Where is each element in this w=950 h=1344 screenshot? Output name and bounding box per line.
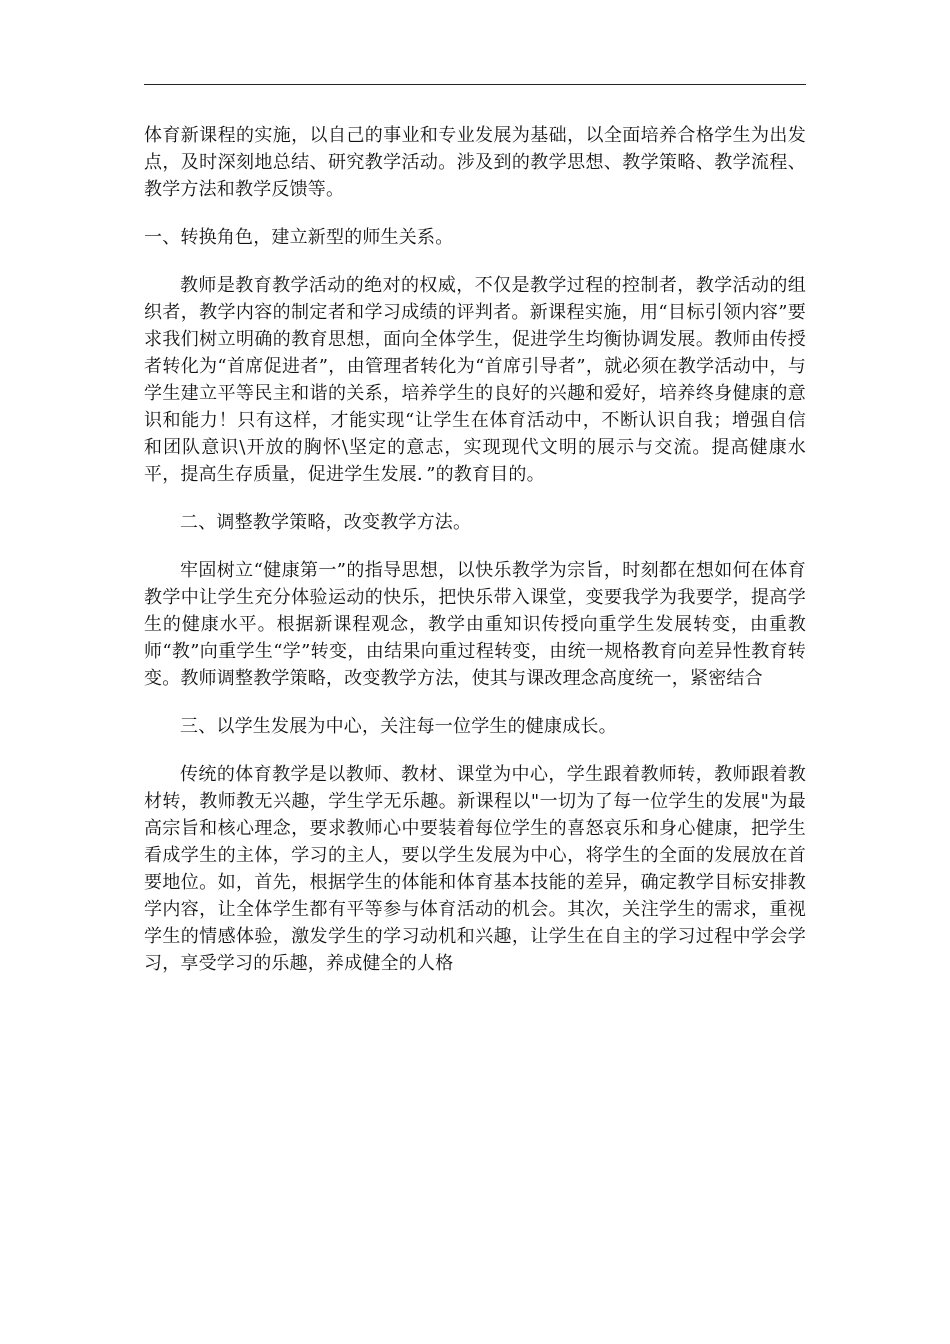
section3-paragraph: 传统的体育教学是以教师、教材、课堂为中心，学生跟着教师转，教师跟着教材转，教师教无兴趣，学生学无乐趣。新课程以"一切为了每一位学生的发展"为最高宗旨和核心理念，要求教师心中要装着每位学生的喜怒哀乐和身心健康，把学生看成学生的主体，学习的主人，要以学生发展为中心，将学生的全面的发展放在首要地位。如，首先，根据学生的体能和体育基本技能的差异，确定教学目标安排教学内容，让全体学生都有平等参与体育活动的机会。其次，关注学生的需求，重视学生的情感体验，激发学生的学习动机和兴趣，让学生在自主的学习过程中学会学习，享受学习的乐趣，养成健全的人格 — [144, 764, 806, 974]
header-rule — [144, 84, 806, 85]
section3-heading: 三、以学生发展为中心，关注每一位学生的健康成长。 — [180, 716, 617, 737]
section1-heading: 一、转换角色，建立新型的师生关系。 — [144, 227, 454, 248]
document-body — [144, 122, 806, 977]
section2-paragraph: 牢固树立“健康第一”的指导思想，以快乐教学为宗旨，时刻都在想如何在体育教学中让学生充分体验运动的快乐，把快乐带入课堂，变要我学为我要学，提高学生的健康水平。根据新课程观念，教学由重知识传授向重学生发展转变，由重教师“教”向重学生“学”转变，由结果向重过程转变，由统一规格教育向差异性教育转变。教师调整教学策略，改变教学方法，使其与课改理念高度统一，紧密结合 — [144, 560, 806, 689]
section1-paragraph: 教师是教育教学活动的绝对的权威，不仅是教学过程的控制者，教学活动的组织者，教学内容的制定者和学习成绩的评判者。新课程实施，用“目标引领内容”要求我们树立明确的教育思想，面向全体学生，促进学生均衡协调发展。教师由传授者转化为“首席促进者”，由管理者转化为“首席引导者”，就必须在教学活动中，与学生建立平等民主和谐的关系，培养学生的良好的兴趣和爱好，培养终身健康的意识和能力！只有这样，才能实现“让学生在体育活动中，不断认识自我；增强自信和团队意识\开放的胸怀\坚定的意志，实现现代文明的展示与交流。提高健康水平，提高生存质量，促进学生发展．”的教育目的。 — [144, 275, 806, 485]
section2-heading: 二、调整教学策略，改变教学方法。 — [180, 512, 472, 533]
intro-paragraph: 体育新课程的实施，以自己的事业和专业发展为基础，以全面培养合格学生为出发点，及时深刻地总结、研究教学活动。涉及到的教学思想、教学策略、教学流程、教学方法和教学反馈等。 — [144, 125, 806, 200]
